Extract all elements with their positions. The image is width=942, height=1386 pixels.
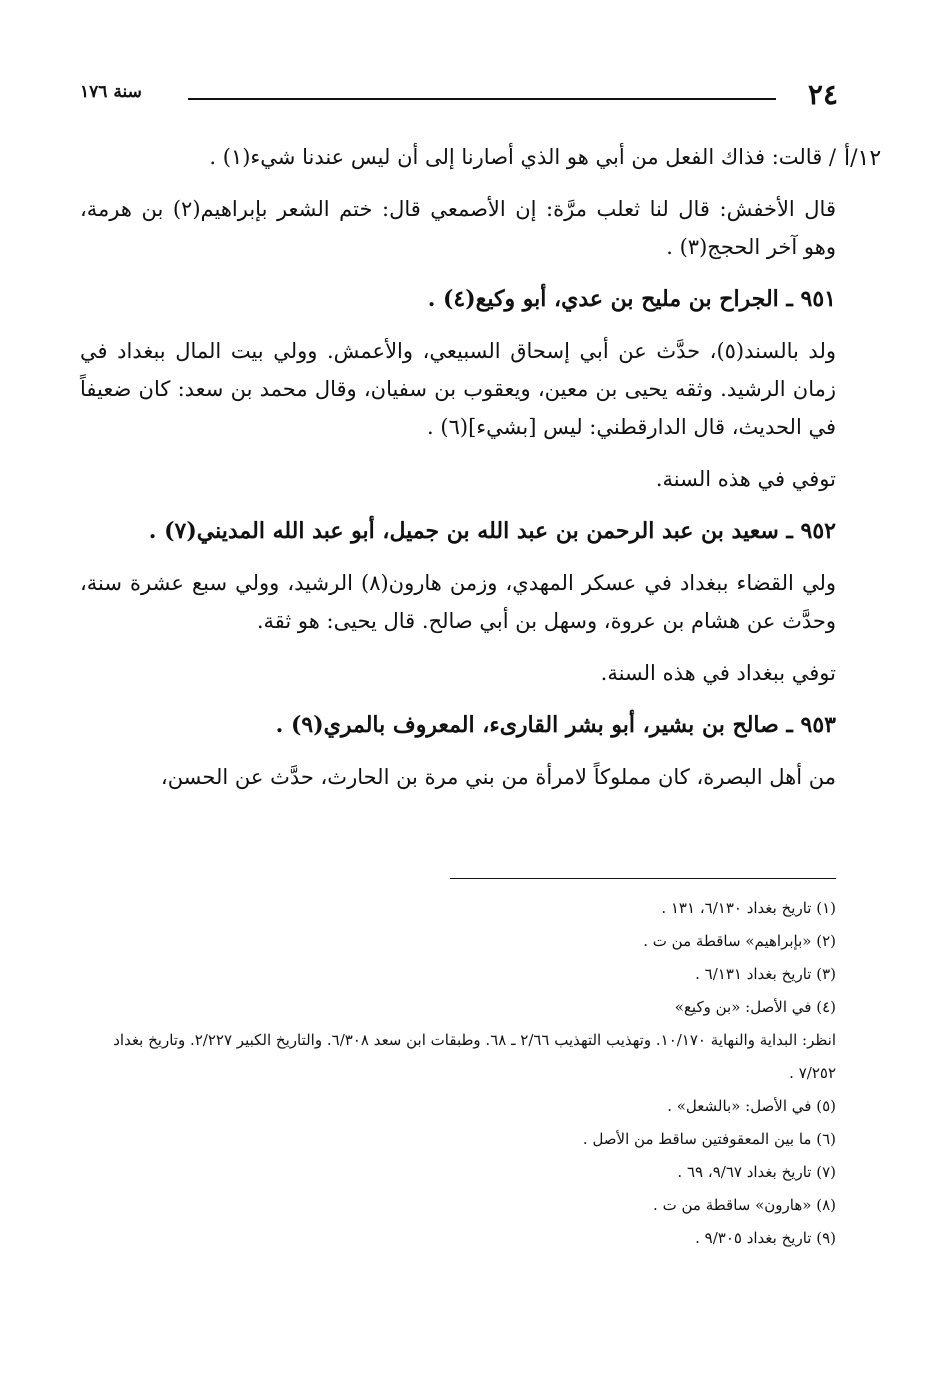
- footnote-7: (٧) تاريخ بغداد ٩/٦٧، ٦٩ .: [677, 1163, 836, 1181]
- paragraph-3: ولد بالسند(٥)، حدَّث عن أبي إسحاق السبيعي، والأعمش. وولي بيت المال ببغداد في زمان الرشيد. وثقه يحيى بن معين، ويعقوب بن سفيان، وقال محمد بن سعد: كان ضعيفاً في الحديث، قال الدارقطني: ليس [بشيء](٦) .: [80, 339, 836, 439]
- main-text: [80, 138, 836, 810]
- entry-heading-953: ٩٥٣ ـ صالح بن بشير، أبو بشر القارىء، المعروف بالمري(٩) .: [275, 712, 836, 738]
- footnote-3: (٣) تاريخ بغداد ٦/١٣١ .: [695, 965, 836, 983]
- header-rule: [188, 98, 776, 100]
- footnote-8: (٨) «هارون» ساقطة من ت .: [653, 1196, 836, 1214]
- page-header: [80, 78, 838, 118]
- footnote-5: (٥) في الأصل: «بالشعل» .: [667, 1097, 836, 1115]
- entry-heading-951: ٩٥١ ـ الجراح بن مليح بن عدي، أبو وكيع(٤) .: [427, 286, 836, 312]
- footnotes: [80, 892, 836, 1255]
- footnote-4-continuation: انظر: البداية والنهاية ١٠/١٧٠. وتهذيب التهذيب ٢/٦٦ ـ ٦٨. وطبقات ابن سعد ٦/٣٠٨. والتاريخ الكبير ٢/٢٢٧. وتاريخ بغداد ٧/٢٥٢ .: [113, 1031, 836, 1082]
- paragraph-6: توفي ببغداد في هذه السنة.: [600, 661, 836, 685]
- footnote-6: (٦) ما بين المعقوفتين ساقط من الأصل .: [582, 1130, 836, 1148]
- page-number: ٢٤: [807, 78, 838, 111]
- header-year-label: سنة ١٧٦: [80, 82, 142, 102]
- paragraph-7: من أهل البصرة، كان مملوكاً لامرأة من بني مرة بن الحارث، حدَّث عن الحسن،: [160, 765, 836, 789]
- manuscript-folio-marker: ١٢/أ: [844, 146, 882, 171]
- footnote-9: (٩) تاريخ بغداد ٩/٣٠٥ .: [695, 1229, 836, 1247]
- footnote-rule: [450, 878, 836, 879]
- paragraph-4: توفي في هذه السنة.: [655, 467, 836, 491]
- entry-heading-952: ٩٥٢ ـ سعيد بن عبد الرحمن بن عبد الله بن جميل، أبو عبد الله المديني(٧) .: [148, 518, 836, 544]
- footnote-1: (١) تاريخ بغداد ٦/١٣٠، ١٣١ .: [661, 899, 836, 917]
- paragraph-2: قال الأخفش: قال لنا ثعلب مرَّة: إن الأصمعي قال: ختم الشعر بإبراهيم(٢) بن هرمة، وهو آخر الحجج(٣) .: [80, 197, 836, 259]
- footnote-4: (٤) في الأصل: «بن وكيع»: [674, 998, 836, 1016]
- footnote-2: (٢) «بإبراهيم» ساقطة من ت .: [643, 932, 836, 950]
- paragraph-5: ولي القضاء ببغداد في عسكر المهدي، وزمن هارون(٨) الرشيد، وولي سبع عشرة سنة، وحدَّث عن هشام بن عروة، وسهل بن أبي صالح. قال يحيى: هو ثقة.: [80, 571, 836, 633]
- paragraph-1: / قالت: فذاك الفعل من أبي هو الذي أصارنا إلى أن ليس عندنا شيء(١) .: [209, 145, 836, 169]
